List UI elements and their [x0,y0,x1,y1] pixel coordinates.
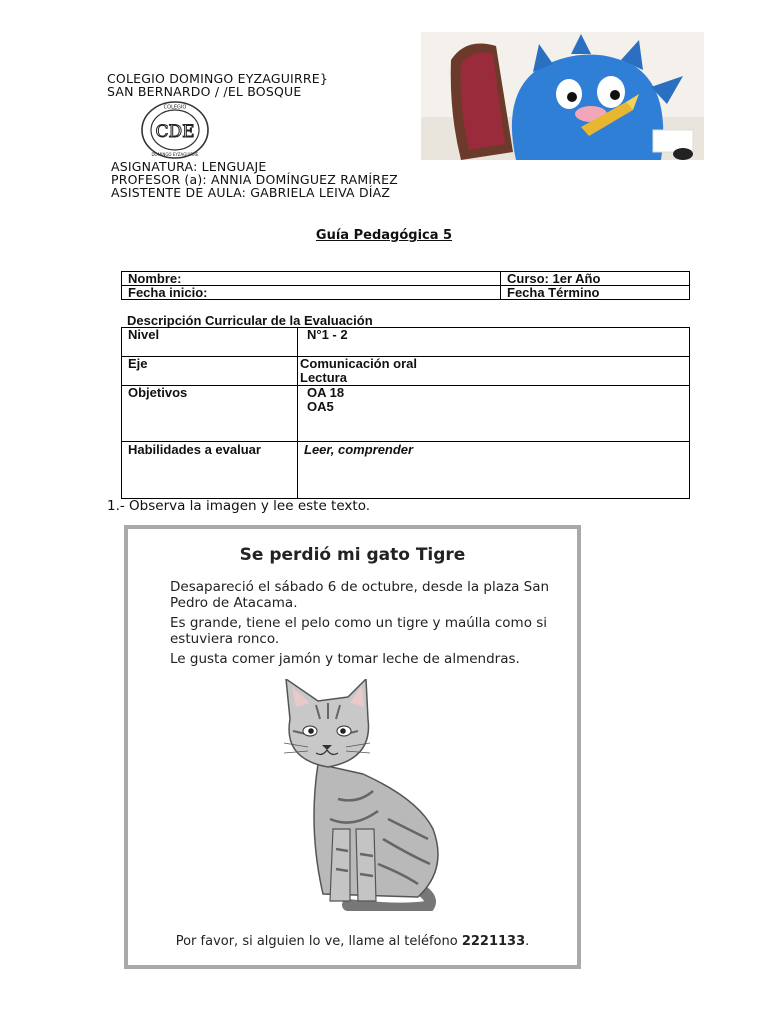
end-date-field[interactable]: Fecha Término [501,286,690,300]
cat-illustration [278,679,453,911]
table-row [122,357,690,386]
objectives-label: Objetivos [122,386,298,442]
question-1: 1.- Observa la imagen y lee este texto. [107,498,371,514]
mascot-illustration [421,32,704,160]
table-row [122,442,690,499]
table-row [122,286,690,300]
page-title: Guía Pedagógica 5 [315,228,453,243]
table-row [122,328,690,357]
axis-value-line2: Lectura [300,370,347,385]
level-label: Nivel [122,328,298,357]
school-name: COLEGIO DOMINGO EYZAGUIRRE} [107,71,328,86]
poster-title: Se perdió mi gato Tigre [239,545,466,565]
student-info-table [121,271,690,300]
footer-end: . [525,934,530,949]
logo-ring-top: COLEGIO [163,104,187,111]
curriculum-table [121,327,690,499]
table-row [122,272,690,286]
name-field[interactable]: Nombre: [122,272,501,286]
poster-paragraph-2: Es grande, tiene el pelo como un tigre y maúlla como si estuviera ronco. [170,615,548,647]
start-date-field[interactable]: Fecha inicio: [122,286,501,300]
course-field: Curso: 1er Año [501,272,690,286]
curriculum-heading: Descripción Curricular de la Evaluación [127,313,373,328]
school-logo [140,100,210,160]
poster-paragraph-1: Desapareció el sábado 6 de octubre, desde la plaza San Pedro de Atacama. [170,579,550,611]
skills-label: Habilidades a evaluar [122,442,298,499]
poster-footer [128,934,577,949]
objectives-value [298,386,690,442]
objectives-value-line1: OA 18 [307,385,345,400]
phone-number: 2221133 [461,934,526,949]
table-row [122,386,690,442]
subject-line: ASIGNATURA: LENGUAJE [111,159,267,174]
axis-label: Eje [122,357,298,386]
assistant-line: ASISTENTE DE AULA: GABRIELA LEIVA DÍAZ [111,185,391,200]
logo-ring-bottom: DOMINGO EYZAGUIRRE [151,152,199,157]
lost-cat-poster [124,525,581,969]
footer-text: Por favor, si alguien lo ve, llame al teléfono [175,934,462,949]
teacher-line: PROFESOR (a): ANNIA DOMÍNGUEZ RAMÍREZ [111,172,398,187]
level-value: N°1 - 2 [298,328,690,357]
poster-paragraph-3: Le gusta comer jamón y tomar leche de almendras. [170,651,520,667]
axis-value [298,357,690,386]
school-location: SAN BERNARDO / /EL BOSQUE [107,84,302,99]
objectives-value-line2: OA5 [307,399,334,414]
skills-value: Leer, comprender [298,442,690,499]
axis-value-line1: Comunicación oral [300,356,418,371]
logo-initials: CDE [155,122,195,142]
